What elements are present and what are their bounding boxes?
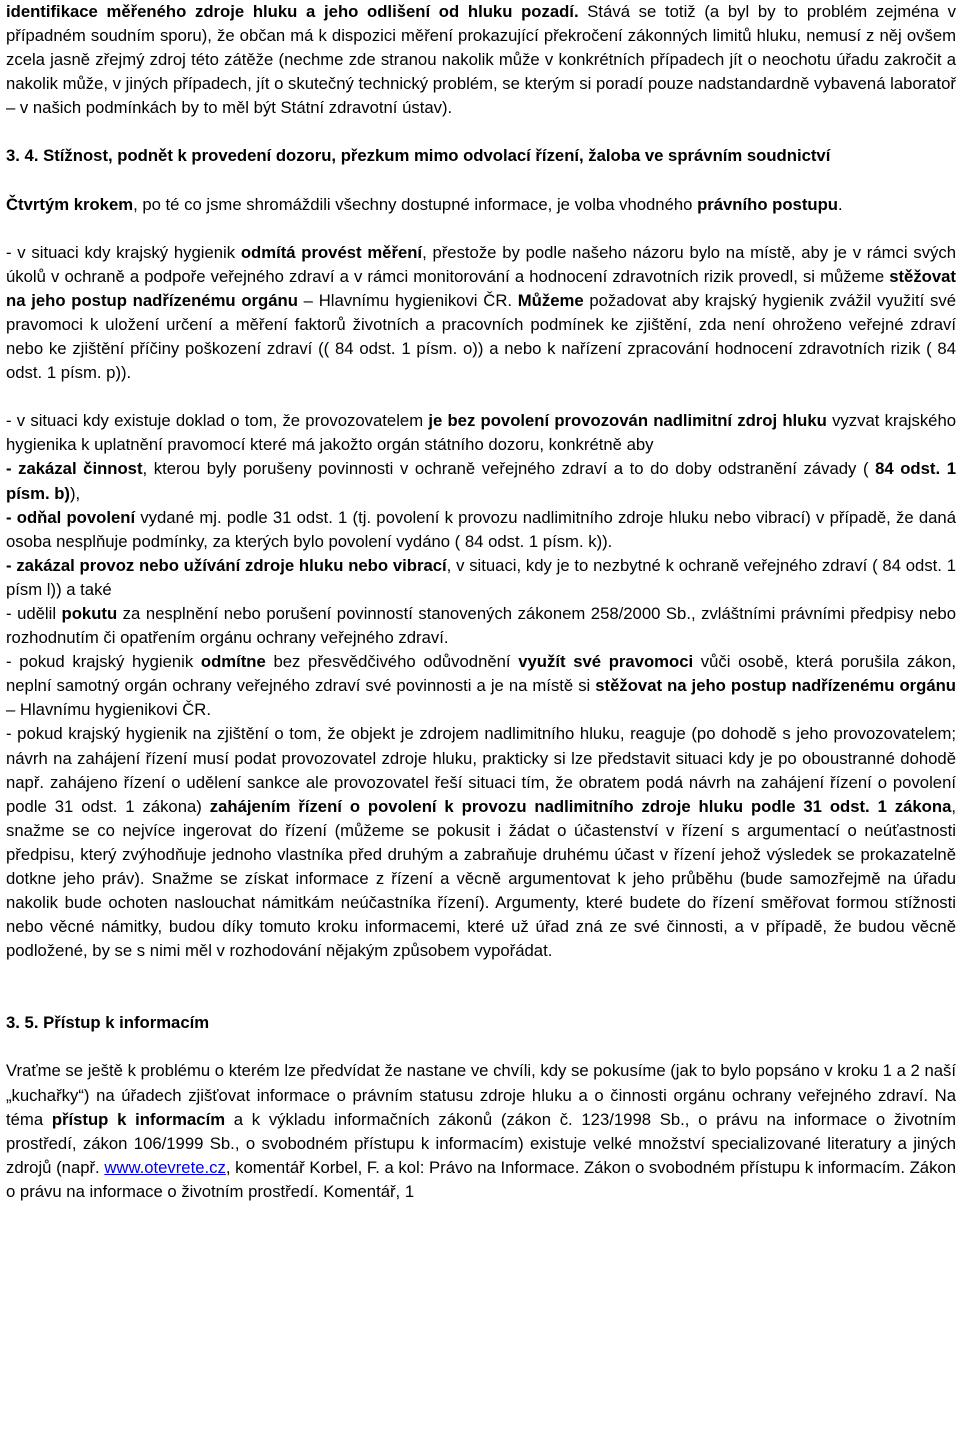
- intro-bold-text: identifikace měřeného zdroje hluku a jeho odlišení od hluku pozadí.: [6, 2, 579, 21]
- step-four-paragraph: [6, 193, 956, 217]
- section-3-5-heading: 3. 5. Přístup k informacím: [6, 1013, 210, 1033]
- ban-operation-item: [6, 554, 956, 602]
- section-3-4-heading: 3. 4. Stížnost, podnět k provedení dozoru, přezkum mimo odvolací řízení, žaloba ve správním soudnictví: [6, 146, 831, 166]
- info-text-3: , komentář Korbel, F. a kol: Právo na Informace. Zákon o svobodném přístupu k informacím. Zákon o právu na informace o životním prostředí. Komentář, 1: [6, 1157, 956, 1201]
- refuse-bold-1: odmítá provést měření: [240, 242, 423, 262]
- refuses-text-4: – Hlavnímu hygienikovi ČR.: [6, 700, 211, 720]
- permit-procedure-bold: zahájením řízení o povolení k provozu nadlimitního zdroje hluku podle 31 odst. 1 zákona: [209, 796, 952, 816]
- refuses-bold-2: využít své pravomoci: [518, 652, 694, 672]
- refuse-measurement-paragraph: [6, 241, 956, 386]
- info-bold: přístup k informacím: [51, 1109, 226, 1129]
- refuse-bold-3: Můžeme: [517, 290, 584, 310]
- fine-text-2: za nesplnění nebo porušení povinností stanovených zákonem 258/2000 Sb., zvláštními právními předpisy nebo rozhodnutím či opatřením orgánu ochrany veřejného zdraví.: [6, 603, 956, 648]
- refuses-text-1: - pokud krajský hygienik: [6, 652, 201, 672]
- fine-bold: pokutu: [61, 603, 118, 623]
- ban-activity-end: ),: [69, 483, 81, 503]
- no-permit-text-1: - v situaci kdy existuje doklad o tom, že provozovatelem: [6, 411, 429, 431]
- fine-item: [6, 602, 956, 650]
- no-permit-text-2: vyzvat krajského hygienika k uplatnění pravomocí které má jakožto orgán státního dozoru, konkrétně aby: [6, 411, 957, 455]
- info-text-2: a k výkladu informačních zákonů (zákon č. 123/1998 Sb., o právu na informace o životním prostředí, zákon 106/1999 Sb., o svobodném přístupu k informacím) existuje velké množství specializované literatury a jiných zdrojů (např.: [6, 1109, 956, 1177]
- step-four-bold: Čtvrtým krokem: [6, 194, 134, 214]
- refuse-text-4: požadovat aby krajský hygienik zvážil využití své pravomoci k uložení určení a měření faktorů životních a pracovních podmínek ke zjištění, zda není ohroženo veřejné zdraví nebo ke zjištění příčiny poškození zdraví (( 84 odst. 1 písm. o)) a nebo k nařízení zpracování hodnocení zdravotních rizik ( 84 odst. 1 písm. p)).: [6, 290, 956, 383]
- info-text-1: Vraťme se ještě k problému o kterém lze předvídat že nastane ve chvíli, kdy se pokusíme (jak to bylo popsáno v kroku 1 a 2 naší „kuchařky“) na úřadech zjišťovat informace o právním statusu zdroje hluku a o činnosti orgánu ochrany veřejného zdraví. Na téma: [6, 1061, 956, 1129]
- revoke-permit-text: vydané mj. podle 31 odst. 1 (tj. povolení k provozu nadlimitního zdroje hluku nebo vibrací) v případě, že daná osoba nesplňuje podmínky, za kterých bylo povolení vydáno ( 84 odst. 1 písm. k)).: [6, 507, 956, 551]
- refuses-bold-1: odmítne: [200, 652, 266, 672]
- intro-paragraph: [6, 0, 956, 120]
- permit-procedure-item: [6, 722, 956, 963]
- ban-activity-text: , kterou byly porušeny povinnosti v ochraně veřejného zdraví a to do doby odstranění závady (: [142, 459, 869, 479]
- ban-operation-text: , v situaci, kdy je to nezbytné k ochraně veřejného zdraví ( 84 odst. 1 písm l)) a také: [6, 555, 957, 599]
- information-access-paragraph: [6, 1059, 956, 1204]
- refuses-text-3: vůči osobě, která porušila zákon, neplní samotný orgán ochrany veřejného zdraví své povinnosti a je na místě si: [6, 652, 956, 696]
- ban-activity-bold: - zakázal činnost: [6, 459, 143, 479]
- legal-procedure-bold: právního postupu: [697, 194, 838, 214]
- no-permit-bold: je bez povolení provozován nadlimitní zdroj hluku: [428, 411, 827, 431]
- no-permit-paragraph: [6, 409, 956, 457]
- fine-text-1: - udělil: [6, 603, 62, 623]
- permit-procedure-text-2: , snažme se co nejvíce ingerovat do řízení (můžeme se pokusit i žádat o účastenství v řízení s argumentací o neúťastnosti předpisu, který zvýhodňuje jednoho vlastníka před druhým a zabraňuje druhému účast v řízení jehož výsledek se prokazatelně dotkne jeho práv). Snažme se získat informace z řízení a věcně argumentovat k jeho průběhu (bude samozřejmě na úřadu nakolik bude ochoten naslouchat námitkám neúčastníka řízení). Argumenty, které budete do řízení směřovat formou stížnosti nebo věcné námitky, budou díky tomuto kroku informacemi, které už úřad zná ze své činnosti, a v případě, že budou věcně podložené, by se s nimi měl v rozhodování nějakým způsobem vypořádat.: [6, 796, 956, 961]
- refuse-text-3: – Hlavnímu hygienikovi ČR.: [297, 290, 518, 310]
- intro-text: Stává se totiž (a byl by to problém zejména v případném soudním sporu), že občan má k dispozici měření prokazující překročení zákonných limitů hluku, nemusí z něj ovšem zcela jasně zřejmý zdroj této zátěže (nechme zde stranou nakolik může v konkrétních případech jít o neochotu úřadu zakročit a nakolik může, v jiných případech, jít o skutečný technický problém, se kterým si poradí pouze nadstandardně vybavená laboratoř – v našich podmínkách by to měl být Státní zdravotní ústav).: [6, 2, 957, 118]
- ban-activity-ref: 84 odst. 1 písm. b): [6, 459, 956, 503]
- revoke-permit-bold: - odňal povolení: [6, 507, 136, 527]
- ban-activity-item: [6, 457, 956, 505]
- document-page: [6, 0, 956, 1204]
- refuse-text-1: - v situaci kdy krajský hygienik: [6, 242, 241, 262]
- revoke-permit-item: [6, 506, 956, 554]
- refuses-powers-item: [6, 650, 956, 722]
- otevrete-link[interactable]: www.otevrete.cz: [104, 1157, 226, 1177]
- refuse-text-2: , přestože by podle našeho názoru bylo na místě, aby je v rámci svých úkolů v ochraně a podpoře veřejného zdraví a v rámci monitorování a hodnocení zdravotních rizik provedl, si můžeme: [6, 242, 957, 286]
- refuses-bold-3: stěžovat na jeho postup nadřízenému orgánu: [595, 676, 956, 696]
- permit-procedure-text-1: - pokud krajský hygienik na zjištění o tom, že objekt je zdrojem nadlimitního hluku, reaguje (po dohodě s jeho provozovatelem; návrh na zahájení řízení musí podat provozovatel zdroje hluku, prakticky si lze představit situaci kdy je po oboustranné dohodě např. zahájeno řízení o udělení sankce ale provozovatel řeší situaci tím, že obratem podá návrh na zahájení řízení o povolení podle 31 odst. 1 zákona): [6, 724, 956, 816]
- step-four-end: .: [837, 194, 843, 214]
- refuses-text-2: bez přesvědčivého odůvodnění: [265, 652, 519, 672]
- ban-operation-bold: - zakázal provoz nebo užívání zdroje hluku nebo vibrací: [6, 555, 447, 575]
- refuse-bold-2: stěžovat na jeho postup nadřízenému orgánu: [6, 266, 956, 310]
- step-four-text: , po té co jsme shromáždili všechny dostupné informace, je volba vhodného: [133, 194, 698, 214]
